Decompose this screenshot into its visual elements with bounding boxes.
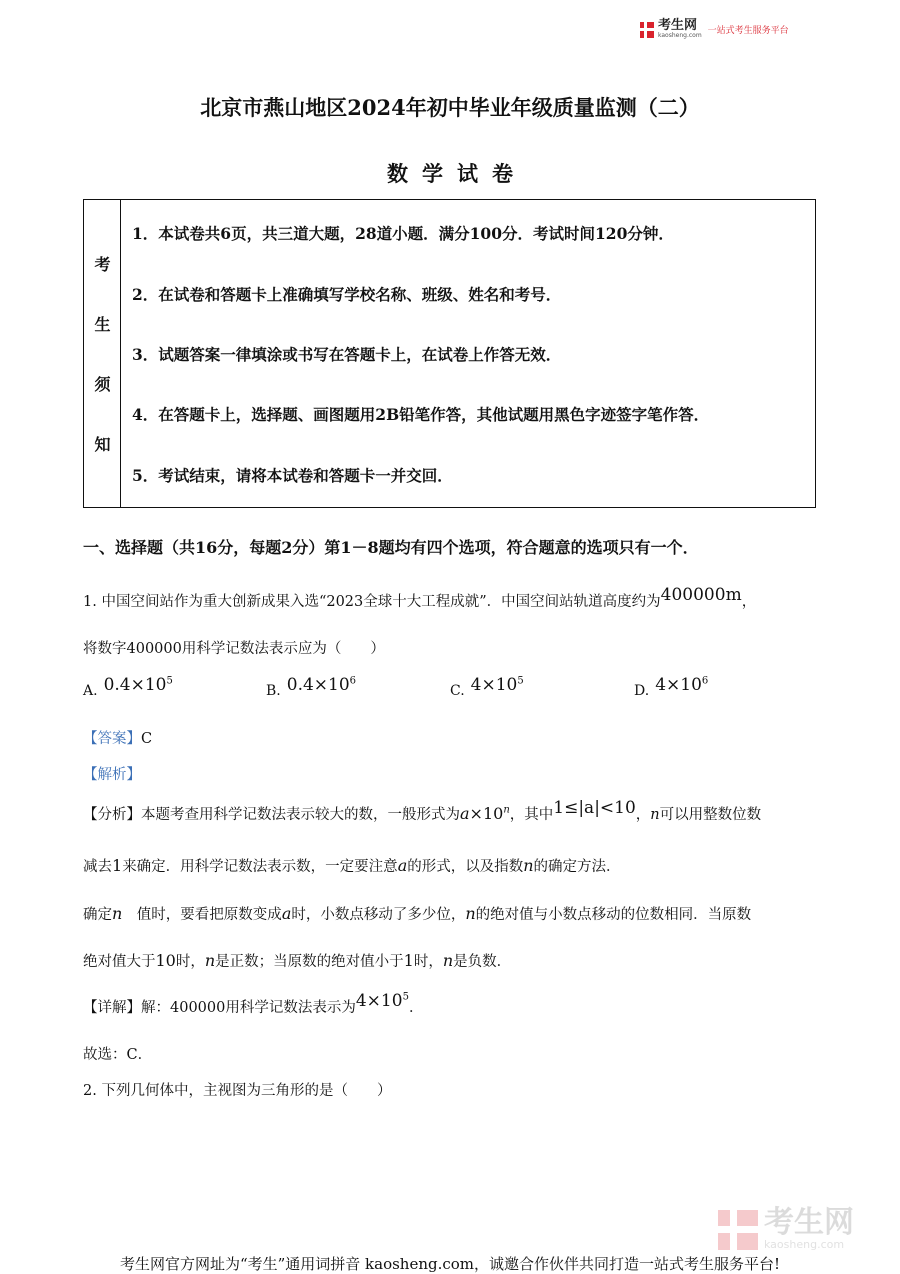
watermark-name: 考生网: [764, 1205, 854, 1240]
section-heading: 一、选择题（共16分，每题2分）第1－8题均有四个选项，符合题意的选项只有一个．: [83, 538, 699, 557]
fenxi-text: 时，: [175, 954, 205, 970]
q1-fenxi-line3: [83, 903, 751, 924]
q1-choice: 故选：C．: [83, 1047, 153, 1063]
logo-name: 考生网: [658, 18, 698, 33]
detail-text: 用科学记数法表示为: [225, 1000, 356, 1016]
fenxi-label: 【分析】: [83, 807, 141, 823]
formula-exp: 5: [402, 991, 409, 1003]
kaosheng-logo-icon: [640, 22, 654, 38]
option-base: 0.4×10: [103, 675, 167, 695]
q1-stem-math: 400000m: [660, 585, 742, 605]
var-n: n: [650, 807, 660, 823]
fenxi-text: 减去: [83, 859, 112, 875]
notice-item: 4．在答题卡上，选择题、画图题用2B铅笔作答，其他试题用黑色字迹签字笔作答．: [132, 405, 710, 424]
q1-option-d: [634, 675, 709, 700]
detail-text: 解：: [141, 1000, 170, 1016]
fenxi-text: ，其中: [509, 807, 554, 823]
q1-analysis-label: 【解析】: [83, 767, 141, 783]
fenxi-text: 绝对值大于: [83, 954, 156, 970]
fenxi-text: ，: [635, 807, 651, 823]
fenxi-text: 是正数；当原数的绝对值小于: [215, 954, 404, 970]
fenxi-num: 1: [112, 856, 123, 875]
var-a: a: [281, 904, 292, 923]
notice-label-char: 生: [94, 315, 111, 334]
fenxi-text: 的绝对值与小数点移动的位数相同．当原数: [475, 907, 752, 923]
q1-option-a: [83, 675, 173, 700]
fenxi-text: 时，: [413, 954, 443, 970]
q1-option-c: [450, 675, 524, 700]
notice-item: 3．试题答案一律填涂或书写在答题卡上，在试卷上作答无效．: [132, 345, 562, 364]
var-n: n: [442, 951, 454, 970]
fenxi-text: 来确定．用科学记数法表示数，一定要注意: [122, 859, 398, 875]
detail-formula: [356, 991, 409, 1011]
option-base: 0.4×10: [286, 675, 350, 695]
notice-label-char: 须: [94, 375, 111, 394]
fenxi-text: 时，小数点移动了多少位，: [291, 907, 466, 923]
watermark: [718, 1205, 854, 1251]
var-n: n: [204, 951, 216, 970]
fenxi-formula: [460, 804, 510, 823]
fenxi-num: 10: [155, 951, 176, 970]
logo-domain: kaosheng.com: [658, 32, 702, 39]
notice-item: 1．本试卷共6页，共三道大题，28道小题．满分100分．考试时间120分钟．: [132, 224, 674, 243]
q1-fenxi-line1: [83, 798, 762, 824]
notice-label-char: 考: [94, 255, 111, 274]
notice-box: [83, 199, 816, 508]
var-n: n: [503, 804, 510, 816]
q1-answer: [83, 727, 152, 748]
q1-stem-text: 1. 中国空间站作为重大创新成果入选“2023全球十大工程成就”．中国空间站轨道高度约为: [83, 594, 661, 610]
notice-label-char: 知: [94, 435, 111, 454]
fenxi-text: 的形式，以及指数: [407, 859, 524, 875]
option-base: 4×10: [470, 675, 518, 695]
option-letter: A.: [83, 683, 98, 699]
option-exp: 6: [349, 675, 357, 687]
fenxi-num: 1: [403, 951, 414, 970]
q1-detail: [83, 991, 424, 1017]
fenxi-text: 的确定方法．: [533, 859, 621, 875]
detail-num: 400000: [170, 1000, 226, 1016]
q1-fenxi-line4: [83, 950, 511, 971]
fenxi-range: 1≤|a|<10: [553, 798, 636, 818]
logo-slogan: 一站式考生服务平台: [707, 26, 789, 36]
option-exp: 6: [701, 675, 709, 687]
q1-fenxi-line2: [83, 855, 621, 876]
option-exp: 5: [166, 675, 173, 687]
var-a: a: [397, 856, 408, 875]
option-value: [471, 675, 524, 695]
option-value: [655, 675, 708, 695]
option-letter: B.: [266, 683, 281, 699]
q1-option-b: [266, 675, 357, 700]
fenxi-text: 可以用整数位数: [659, 807, 762, 823]
option-base: 4×10: [655, 675, 702, 695]
var-n: n: [112, 904, 123, 923]
notice-item: 5．考试结束，请将本试卷和答题卡一并交回．: [132, 466, 453, 485]
option-letter: D.: [634, 683, 650, 699]
q1-stem-end: ，: [741, 594, 757, 610]
fenxi-text: 本题考查用科学记数法表示较大的数，一般形式为: [141, 807, 460, 823]
watermark-domain: kaosheng.com: [764, 1238, 845, 1251]
answer-label: 【答案】: [83, 731, 141, 747]
fenxi-text: 值时，要看把原数变成: [122, 907, 282, 923]
formula-base: 4×10: [355, 991, 403, 1011]
header-logo: [640, 20, 789, 39]
answer-value: C: [141, 731, 153, 747]
q1-stem-line1: [83, 585, 757, 611]
notice-label: [84, 200, 121, 507]
var-n: n: [465, 904, 476, 923]
detail-text: ．: [408, 1000, 424, 1016]
option-exp: 5: [517, 675, 524, 687]
option-value: [104, 675, 173, 695]
fenxi-text: 是负数．: [453, 954, 512, 970]
notice-item: 2．在试卷和答题卡上准确填写学校名称、班级、姓名和考号．: [132, 285, 562, 304]
option-value: [287, 675, 356, 695]
option-letter: C.: [450, 683, 465, 699]
q2-stem: 2. 下列几何体中，主视图为三角形的是（ ）: [83, 1083, 392, 1099]
page-title: 北京市燕山地区2024年初中毕业年级质量监测（二）: [200, 95, 700, 120]
kaosheng-watermark-icon: [718, 1210, 758, 1250]
page-subtitle: 数学试卷: [387, 161, 527, 186]
formula-base: ×10: [469, 804, 504, 823]
var-a: a: [460, 804, 470, 823]
fenxi-text: 确定: [83, 907, 112, 923]
var-n: n: [523, 856, 534, 875]
detail-label: 【详解】: [83, 1000, 141, 1016]
page-footer: 考生网官方网址为“考生”通用词拼音 kaosheng.com，诚邀合作伙伴共同打造一站式考生服务平台!: [119, 1255, 781, 1273]
q1-stem-line2: 将数字400000用科学记数法表示应为（ ）: [83, 641, 385, 657]
